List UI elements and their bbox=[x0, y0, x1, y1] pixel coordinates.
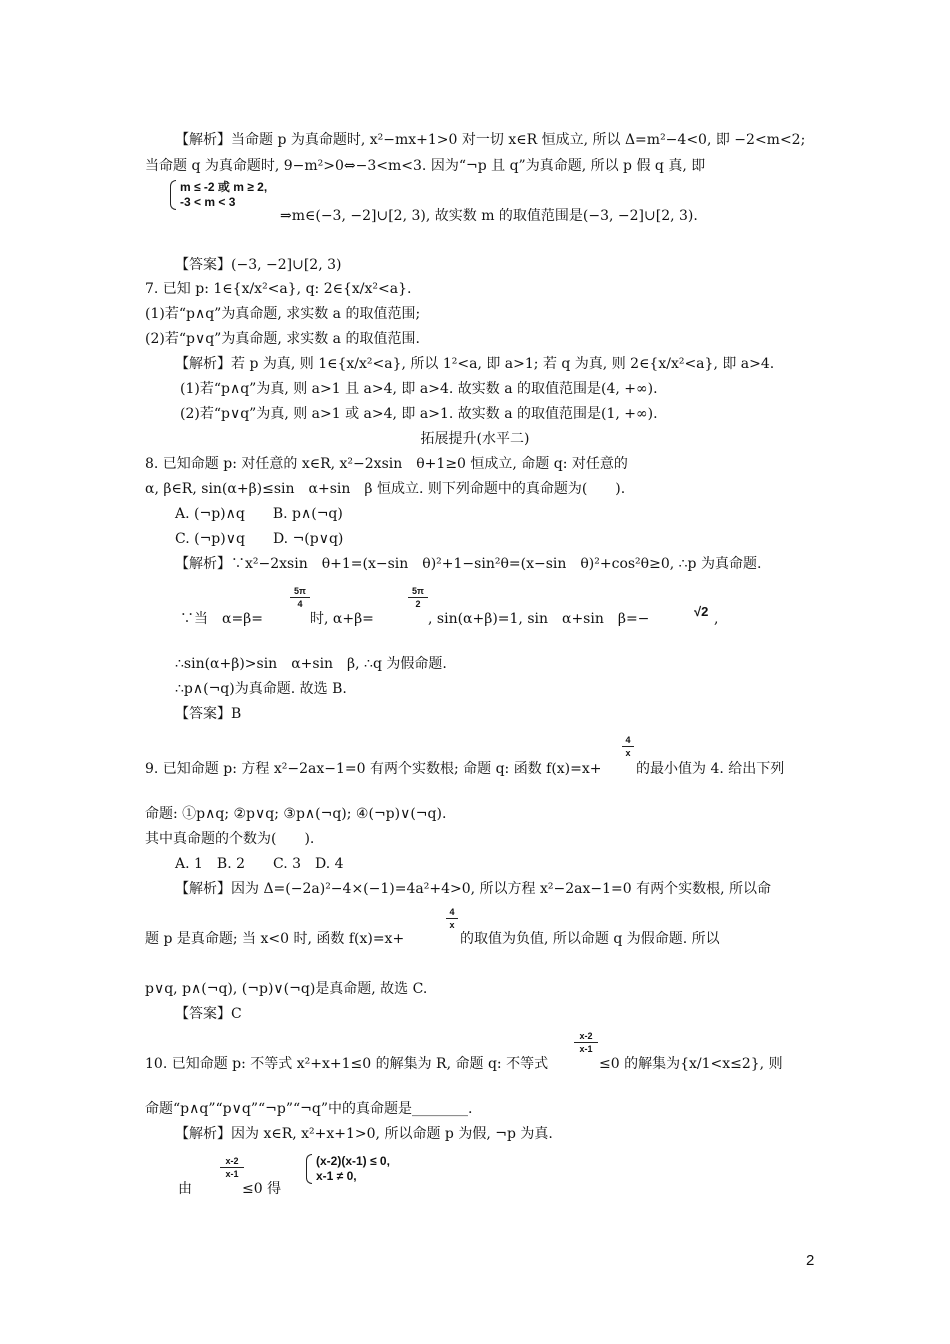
text-line: ≤0 的解集为{x/1<x≤2}, 则 bbox=[599, 1056, 783, 1072]
system-row: m ≤ -2 或 m ≥ 2, bbox=[180, 180, 268, 194]
fraction-numerator: x-2 bbox=[579, 1031, 593, 1041]
text-line: 由 bbox=[178, 1181, 192, 1197]
option-line: A. (¬p)∧q B. p∧(¬q) bbox=[175, 506, 343, 522]
fraction-bar bbox=[220, 1167, 244, 1168]
equation-system bbox=[170, 180, 267, 210]
fraction-numerator: 4 bbox=[625, 735, 631, 745]
text-line: , bbox=[714, 611, 719, 627]
fraction-numerator: 4 bbox=[449, 907, 455, 917]
text-line: 的取值为负值, 所以命题 q 为假命题. 所以 bbox=[460, 931, 720, 947]
fraction bbox=[446, 907, 458, 930]
section-heading: 拓展提升(水平二) bbox=[420, 431, 530, 447]
text-line: (1)若“p∧q”为真, 则 a>1 且 a>4, 即 a>4. 故实数 a 的取值范围是(4, +∞). bbox=[180, 381, 658, 397]
page-number: 2 bbox=[806, 1252, 815, 1269]
text-line: 题 p 是真命题; 当 x<0 时, 函数 f(x)=x+ bbox=[145, 931, 405, 947]
fraction-denominator: x bbox=[625, 748, 631, 758]
text-line: 【解析】若 p 为真, 则 1∈{x/x²<a}, 所以 1²<a, 即 a>1; 若 q 为真, 则 2∈{x/x²<a}, 即 a>4. bbox=[175, 356, 775, 372]
fraction bbox=[574, 1031, 598, 1054]
text-line: 【解析】∵x²−2xsin θ+1=(x−sin θ)²+1−sin²θ=(x−sin θ)²+cos²θ≥0, ∴p 为真命题. bbox=[175, 556, 762, 572]
fraction-bar bbox=[408, 597, 428, 598]
text-line: ∵当 α=β= bbox=[180, 611, 264, 627]
fraction-denominator: x-1 bbox=[579, 1044, 593, 1054]
fraction bbox=[622, 735, 634, 758]
text-line: 命题“p∧q”“p∨q”“¬p”“¬q”中的真命题是________. bbox=[145, 1101, 473, 1117]
system-row: (x-2)(x-1) ≤ 0, bbox=[316, 1154, 390, 1168]
text-line: , sin(α+β)=1, sin α+sin β=− bbox=[428, 611, 650, 627]
question-title: 10. 已知命题 p: 不等式 x²+x+1≤0 的解集为 R, 命题 q: 不等式 bbox=[145, 1056, 549, 1072]
text-line: ⇒m∈(−3, −2]∪[2, 3), 故实数 m 的取值范围是(−3, −2]∪[2, 3). bbox=[280, 208, 698, 224]
text-line: 【解析】因为 Δ=(−2a)²−4×(−1)=4a²+4>0, 所以方程 x²−2ax−1=0 有两个实数根, 所以命 bbox=[175, 881, 771, 897]
equation-system bbox=[306, 1154, 390, 1184]
system-row: x-1 ≠ 0, bbox=[316, 1169, 357, 1183]
fraction-bar bbox=[290, 597, 310, 598]
fraction bbox=[290, 586, 310, 609]
text-line: 其中真命题的个数为( ). bbox=[145, 831, 315, 847]
brace-icon bbox=[306, 1154, 312, 1184]
text-line: ≤0 得 bbox=[242, 1181, 282, 1197]
text-line: ∴p∧(¬q)为真命题. 故选 B. bbox=[175, 681, 347, 697]
text-line: ∴sin(α+β)>sin α+sin β, ∴q 为假命题. bbox=[175, 656, 447, 672]
fraction-denominator: x-1 bbox=[225, 1169, 239, 1179]
text-line: 的最小值为 4. 给出下列 bbox=[636, 761, 785, 777]
option-line: A. 1 B. 2 C. 3 D. 4 bbox=[175, 856, 344, 872]
fraction-bar bbox=[574, 1042, 598, 1043]
text-line: 命题: ①p∧q; ②p∨q; ③p∧(¬q); ④(¬p)∨(¬q). bbox=[145, 806, 447, 822]
fraction-denominator: x bbox=[449, 920, 455, 930]
text-line: (2)若“p∨q”为真命题, 求实数 a 的取值范围. bbox=[145, 331, 420, 347]
fraction-numerator: 5π bbox=[294, 586, 306, 596]
text-line: α, β∈R, sin(α+β)≤sin α+sin β 恒成立. 则下列命题中的真命题为( ). bbox=[145, 481, 626, 497]
fraction-bar bbox=[622, 746, 634, 747]
text-line: 【解析】因为 x∈R, x²+x+1>0, 所以命题 p 为假, ¬p 为真. bbox=[175, 1126, 553, 1142]
fraction bbox=[408, 586, 428, 609]
answer-line: 【答案】C bbox=[175, 1006, 242, 1022]
text-line: 【解析】当命题 p 为真命题时, x²−mx+1>0 对一切 x∈R 恒成立, 所以 Δ=m²−4<0, 即 −2<m<2; bbox=[175, 132, 806, 148]
fraction-numerator: x-2 bbox=[225, 1156, 239, 1166]
text-line: 当命题 q 为真命题时, 9−m²>0⇔−3<m<3. 因为“¬p 且 q”为真命题, 所以 p 假 q 真, 即 bbox=[145, 158, 706, 174]
option-line: C. (¬p)∨q D. ¬(p∨q) bbox=[175, 531, 344, 547]
answer-line: 【答案】B bbox=[175, 706, 242, 722]
question-title: 7. 已知 p: 1∈{x/x²<a}, q: 2∈{x/x²<a}. bbox=[145, 281, 412, 297]
question-title: 8. 已知命题 p: 对任意的 x∈R, x²−2xsin θ+1≥0 恒成立, 命题 q: 对任意的 bbox=[145, 456, 628, 472]
sqrt-expression: √2 bbox=[694, 604, 709, 619]
text-line: (1)若“p∧q”为真命题, 求实数 a 的取值范围; bbox=[145, 306, 421, 322]
fraction-bar bbox=[446, 918, 458, 919]
text-line: p∨q, p∧(¬q), (¬p)∨(¬q)是真命题, 故选 C. bbox=[145, 981, 428, 997]
question-title: 9. 已知命题 p: 方程 x²−2ax−1=0 有两个实数根; 命题 q: 函数 f(x)=x+ bbox=[145, 761, 602, 777]
system-row: -3 < m < 3 bbox=[180, 195, 236, 209]
answer-line: 【答案】(−3, −2]∪[2, 3) bbox=[175, 257, 342, 273]
fraction-denominator: 4 bbox=[297, 599, 303, 609]
fraction bbox=[220, 1156, 244, 1179]
text-line: (2)若“p∨q”为真, 则 a>1 或 a>4, 即 a>1. 故实数 a 的取值范围是(1, +∞). bbox=[180, 406, 658, 422]
brace-icon bbox=[170, 180, 176, 210]
fraction-denominator: 2 bbox=[415, 599, 421, 609]
fraction-numerator: 5π bbox=[412, 586, 424, 596]
text-line: 时, α+β= bbox=[310, 611, 374, 627]
